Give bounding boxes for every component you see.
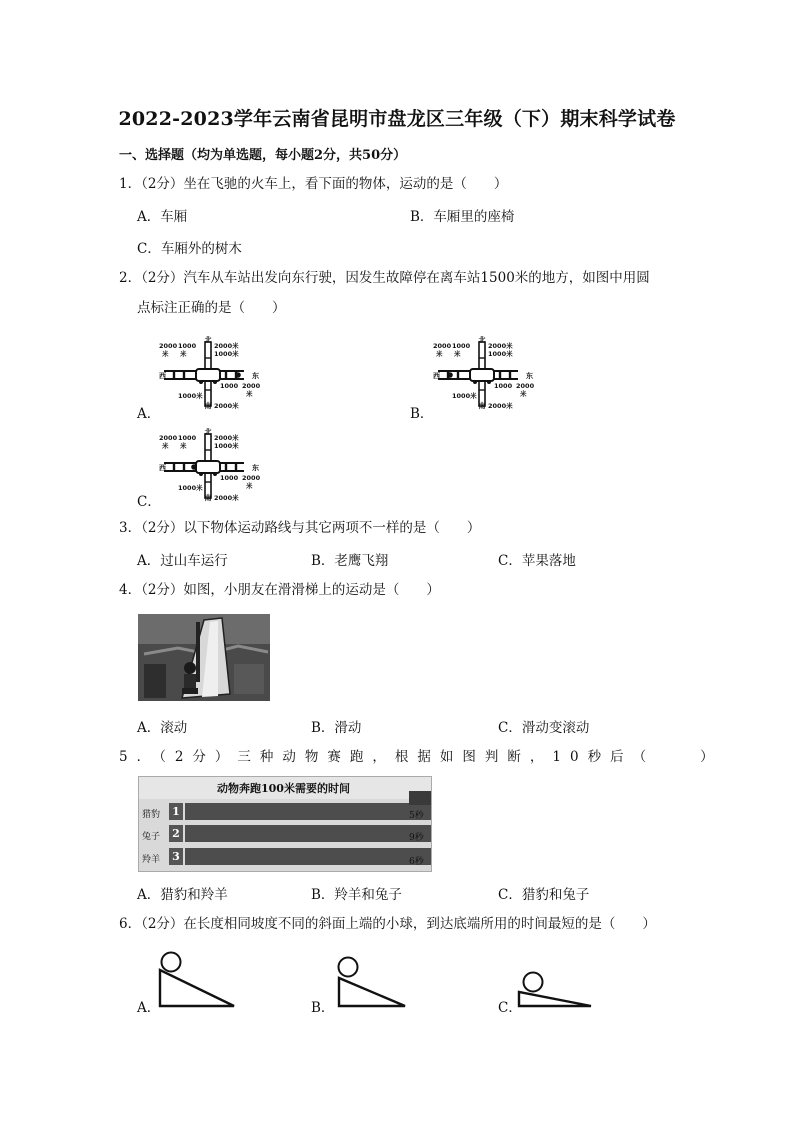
map-label-e1000: 1000 [220,474,239,482]
map-label-north: 北 [204,428,212,436]
wheel-icon [473,380,477,384]
race-row-2-track [185,825,431,842]
question-5-stem: 5．（2分）三种动物赛跑，根据如图判断，10秒后（ ） [119,749,723,765]
question-4-option-c: C．滑动变滚动 [498,720,590,736]
race-row-3-time: 6秒 [409,857,424,867]
location-dot [235,372,241,378]
question-1-option-b: B．车厢里的座椅 [410,209,515,225]
race-chart [138,776,432,872]
question-1-option-c: C．车厢外的树木 [137,241,242,257]
map-label-w2000: 2000 [159,342,178,350]
map-label-eunit: 米 [246,482,253,490]
question-5-option-b: B．羚羊和兔子 [311,887,402,903]
map-label-west: 西 [433,372,440,380]
map-figure-a [158,336,270,414]
race-row-1-number: 1 [169,803,183,820]
map-label-s2000: 2000米 [488,402,513,410]
race-row-3-name: 羚羊 [142,855,161,865]
map-label-eunit: 米 [246,390,253,398]
map-label-wunit2: 米 [180,350,187,358]
question-6-stem: 6．（2分）在长度相同坡度不同的斜面上端的小球，到达底端所用的时间最短的是（ ） [119,916,656,932]
race-row-2-time: 9秒 [409,833,424,843]
cheetah-icon [409,791,431,805]
map-figure-c [158,428,270,506]
map-label-n2000: 2000米 [214,342,239,350]
race-row-1-name: 猎豹 [142,810,161,820]
map-figure-b [432,336,544,414]
page-title: 2022-2023学年云南省昆明市盘龙区三年级（下）期末科学试卷 [118,108,676,130]
map-label-eunit: 米 [520,390,527,398]
map-label-e2000: 2000 [516,382,535,390]
question-2-option-c: C． [137,494,161,510]
race-row-3-number: 3 [169,848,183,865]
question-4-option-a: A．滚动 [137,720,188,736]
question-5-option-a: A．猎豹和羚羊 [137,887,228,903]
race-row-2-number: 2 [169,825,183,842]
race-row-1-track [185,803,431,820]
map-label-north: 北 [204,336,212,344]
map-label-e2000: 2000 [242,382,261,390]
map-label-e1000: 1000 [494,382,513,390]
map-label-w1000: 1000 [178,434,197,442]
section-heading: 一、选择题（均为单选题，每小题2分，共50分） [119,148,407,163]
wheel-icon [487,380,491,384]
wheel-icon [199,380,203,384]
question-1-option-a: A．车厢 [137,209,188,225]
station-icon [196,461,220,473]
wheel-icon [213,472,217,476]
map-label-east: 东 [526,372,533,380]
map-label-w2000: 2000 [433,342,452,350]
question-6-option-c: C． [498,1000,522,1016]
map-label-wunit: 米 [436,350,443,358]
map-label-s2000: 2000米 [214,402,239,410]
ramp-figure-b [335,954,409,1008]
map-label-s1000: 1000米 [178,484,203,492]
map-label-n2000: 2000米 [214,434,239,442]
question-5-option-c: C．猎豹和兔子 [498,887,590,903]
map-label-south: 南 [204,402,212,410]
map-label-wunit: 米 [162,350,169,358]
map-label-s2000: 2000米 [214,494,239,502]
station-icon [470,369,494,381]
question-4-option-b: B．滑动 [311,720,362,736]
map-label-east: 东 [252,372,259,380]
question-6-option-a: A． [137,1000,161,1016]
race-row-2-name: 兔子 [142,832,161,842]
map-label-west: 西 [159,464,166,472]
map-label-w2000: 2000 [159,434,178,442]
question-3-option-b: B．老鹰飞翔 [311,553,389,569]
map-label-n1000: 1000米 [214,442,239,450]
race-chart-title: 动物奔跑100米需要的时间 [217,782,350,795]
question-1-stem: 1．（2分）坐在飞驰的火车上，看下面的物体，运动的是（ ） [119,176,508,192]
question-2-stem-line1: 2．（2分）汽车从车站出发向东行驶，因发生故障停在离车站1500米的地方，如图中用圆 [119,270,650,286]
location-dot [191,464,197,470]
question-3-option-c: C．苹果落地 [498,553,576,569]
map-label-south: 南 [478,402,486,410]
map-label-e2000: 2000 [242,474,261,482]
ramp-figure-a [156,950,238,1008]
map-label-n1000: 1000米 [214,350,239,358]
question-2-option-a: A． [137,406,161,422]
map-label-west: 西 [159,372,166,380]
race-row-3-track [185,848,431,865]
question-2-stem-line2: 点标注正确的是（ ） [137,300,286,316]
question-4-stem: 4．（2分）如图，小朋友在滑滑梯上的运动是（ ） [119,582,440,598]
map-svg [158,428,270,506]
map-label-e1000: 1000 [220,382,239,390]
question-3-option-a: A．过山车运行 [137,553,228,569]
map-label-w1000: 1000 [452,342,471,350]
map-label-north: 北 [478,336,486,344]
map-label-n1000: 1000米 [488,350,513,358]
map-label-s1000: 1000米 [452,392,477,400]
map-label-s1000: 1000米 [178,392,203,400]
station-icon [196,369,220,381]
map-label-south: 南 [204,494,212,502]
ramp-figure-c [515,962,595,1008]
map-label-east: 东 [252,464,259,472]
question-6-option-b: B． [311,1000,335,1016]
map-label-w1000: 1000 [178,342,197,350]
map-label-n2000: 2000米 [488,342,513,350]
race-row-1-time: 5秒 [409,811,424,821]
map-label-wunit: 米 [162,442,169,450]
wheel-icon [213,380,217,384]
wheel-icon [199,472,203,476]
map-label-wunit2: 米 [180,442,187,450]
location-dot [447,372,453,378]
question-2-option-b: B． [410,406,434,422]
map-svg [432,336,544,414]
map-svg [158,336,270,414]
question-3-stem: 3．（2分）以下物体运动路线与其它两项不一样的是（ ） [119,520,481,536]
slide-photo [138,614,270,701]
map-label-wunit2: 米 [454,350,461,358]
